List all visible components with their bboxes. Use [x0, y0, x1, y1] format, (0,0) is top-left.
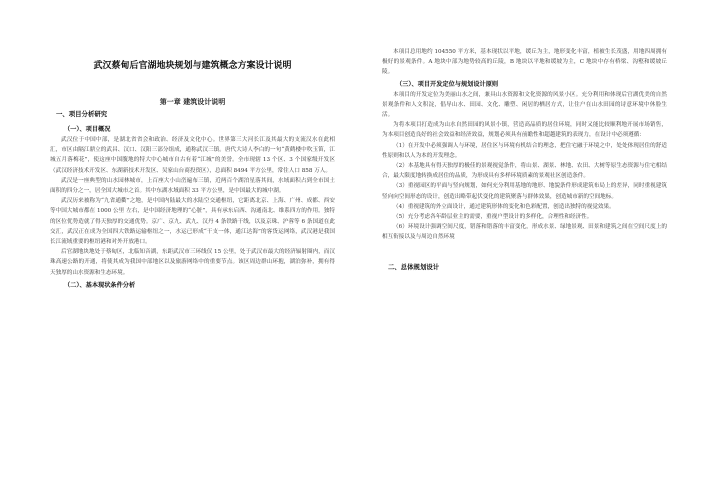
subsection-heading-conditions: （二）、基本现状条件分析	[64, 281, 136, 289]
paragraph-principle-4: （4）重视建筑的外立面设计，通过建筑形体的变化和色彩配置，创造出独特的视觉效果。	[393, 203, 615, 210]
paragraph-principle-6: （6）环境设计强调空间尺度，错落和错落的丰富变化，形成水景、绿地景观、田景和建筑之间在空间尺度上的相互衔接以及与周边自然环境	[382, 224, 667, 241]
paragraph-wuhan-transport: 武汉历来被称为“九省通衢”之地，是中国内陆最大的水陆空交通枢纽，它距离北京、上海、广州、成都、西安等中国大城市都在 1000 公里 左右，是中国经济地理的“心脏”，具有承东启西、沟通南北、维系四方的作用。独特的区位优势造就了得天独厚的交通优势。京广、京九、武九、汉丹 4 条铁路干线，以及京珠、沪蓉等 6 条国道在此交汇，武汉正在成为全国四大铁路运输枢纽之一，水运已形成“干支一体，通江达海”的客货运网络，武汉港是我国长江流域重要的枢纽港和对外开放港口。	[50, 198, 335, 246]
section-heading-master-plan: 二、总体规划设计	[388, 262, 440, 271]
paragraph-principle-5: （5）充分考虑各年龄层业主的需要，重视户型设计的多样化，合理性和经济性。	[393, 214, 593, 221]
paragraph-principle-2: （2）本基地具有得天独厚的极佳的景观视觉条件，将山景、湖景、林地、农田、大树等原生态资源与住宅相结合，最大限度地转换成居住的品质，为形成具有多样环境质素的景观社区创造条件。	[382, 163, 667, 180]
subsection-heading-positioning: （三）、项目开发定位与规划设计原则	[396, 80, 499, 88]
document-title: 武汉蔡甸后官湖地块规划与建筑概念方案设计说明	[93, 61, 292, 71]
paragraph-site-area: 本项目总用地约 104550 平方米，基本现状以平地，缓丘为主，地形变化丰富，植被生长茂盛，用地四周拥有极好的景观条件。A 地块中部为地势较高的丘陵，B 地块以平地和缓坡为主，C 地块中存有桥梁、沟壑和缓坡丘陵。	[382, 49, 667, 76]
subsection-heading-overview: （一）、项目概况	[64, 126, 111, 133]
paragraph-positioning: 本项目的开发定位为美丽山水之间，兼具山水资源和文化资源的风景小区。充分利用和体现后官湖优美的自然景观条件和人文积淀，倡导山水、田园、文化、雕塑、闲居的栖居方式，让住户在山水田园的诗意环境中休脸生活。	[382, 91, 667, 119]
section-heading-project-analysis: 一、项目分析研究	[56, 110, 108, 118]
right-column	[382, 47, 667, 272]
left-text-flow	[50, 110, 335, 291]
paragraph-wuhan-intro: 武汉位于中国中部，是湖北省省会和政治、经济及文化中心。世界第三大河长江及其最大的支流汉水在此相汇，市区由隔江鼎立的武昌、汉口、汉阳三部分组成，通称武汉三镇。唐代大诗人李白的一句“黄鹤楼中吹玉笛，江城五月落梅花”，使这座中国腹地的特大中心城市自古有着“江城”的美誉。全市现辖 13 个区、3 个国家级开发区（武汉经济技术开发区、东湖新技术开发区、吴家山台商投资区），总面积 8494 平方公里，常住人口 858 万人。	[50, 137, 335, 174]
paragraph-principle-1: （1）在开发中必须强调人与环境，居住区与环境有机结合的理念，把住宅融于环境之中，处处体现居住的舒适性原则和以人为本的开发理念。	[382, 142, 667, 159]
paragraph-principle-3: （3）重视园区的平面与竖向规划，如何充分利用基地的地形、地貌条件形成建筑布局上的差异，同时重视建筑竖向向空间形态的设计，创造出略带起伏变化的建筑聚落与群体效果，创造城市新的空间地标。	[382, 183, 667, 200]
paragraph-site-location: 后官湖地块地处于蔡甸区，北临知音湖，东距武汉市三环线仅 15 公里，处于武汉市最大的经济辐射圈内，而汉珠高速公路的开通，将使其成为我国中部地区以及旅游网络中的重要节点。该区周边群山环抱，湖泊弥补，拥有得天独厚的山水资源和生态环境。	[50, 249, 335, 276]
chapter-heading: 第一章 建筑设计说明	[159, 98, 226, 106]
paragraph-wuhan-landscape: 武汉是一座典型的山水园林城市，上百座大小山峦遍布三镇，近两百个湖泊星落其间，水域面积占到全市国土面积的四分之一，居全国大城市之首。其中东湖水域面积 33 平方公里，是中国最大的城中湖。	[50, 177, 335, 195]
paragraph-principles-intro: 为将本项目打造成为山水自然田园的风景小镇，营造高品质的居住环境，同时又能比较顺利地开展市场销售，为本项目创造良好的社会效益和经济效益，规划必须具有前瞻性和超越建筑的表现力，在设计中必须遵循：	[382, 122, 667, 139]
